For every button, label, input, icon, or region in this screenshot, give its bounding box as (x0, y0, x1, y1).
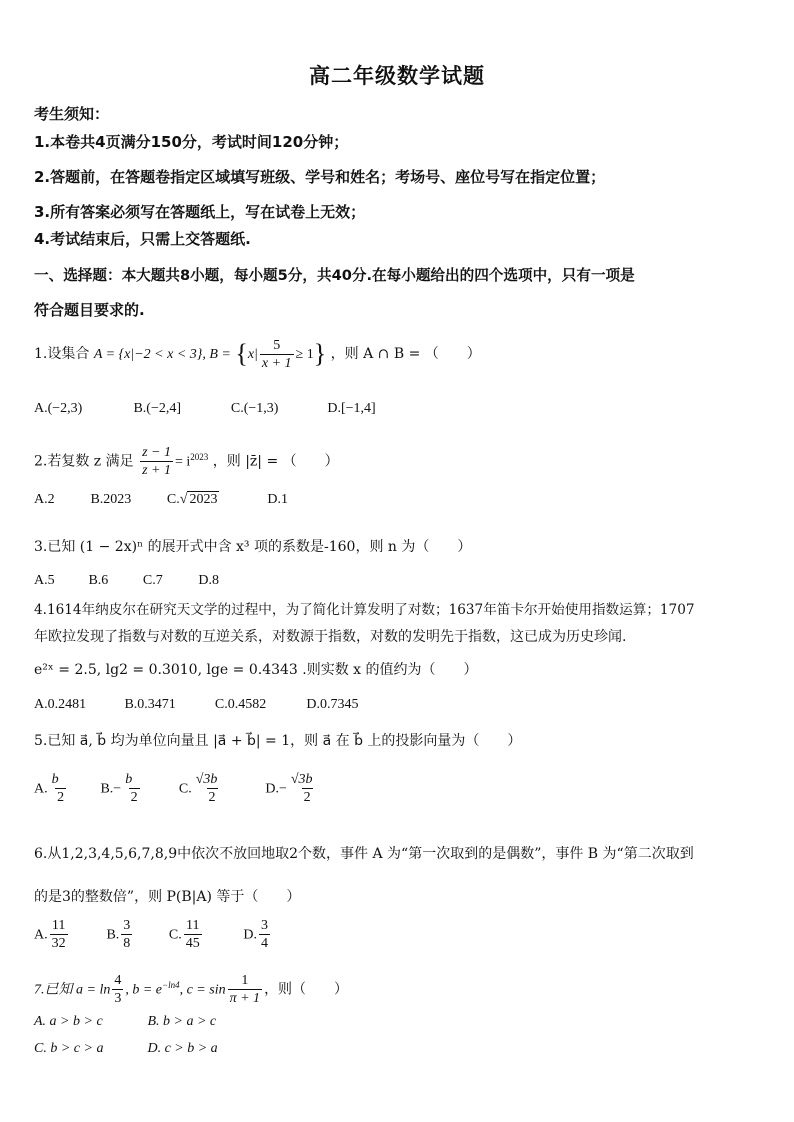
q7-frac2-den: π + 1 (229, 991, 261, 1007)
q1-options (34, 400, 376, 417)
question-6-line1: 6.从1,2,3,4,5,6,7,8,9中依次不放回地取2个数，事件 A 为“第一次取到的是偶数”，事件 B 为“第二次取到 (34, 846, 694, 862)
q1-right-brace-icon: } (313, 339, 327, 368)
q2-prefix: 2.若复数 z 满足 (34, 453, 134, 470)
q4-option-b: B.0.3471 (124, 697, 176, 712)
q1-suffix: ，则 A ∩ B = （ ） (330, 346, 481, 362)
q1-option-a: A.(−2,3) (34, 401, 83, 416)
q3-option-a: A.5 (34, 573, 55, 588)
q6-option-c-num: 11 (186, 918, 200, 933)
q7-option-d: D. c > b > a (147, 1041, 218, 1056)
notice-item-1: 1.本卷共4页满分150分，考试时间120分钟； (34, 133, 349, 151)
q5-option-c-label: C. (178, 781, 192, 797)
q6-option-c-den: 45 (185, 936, 200, 951)
q7-options-row2 (34, 1040, 218, 1057)
q5-option-d-label: D.− (265, 781, 287, 797)
q1-option-c: C.(−1,3) (230, 401, 279, 416)
q1-frac-num: 5 (273, 337, 281, 353)
q6-option-b-num: 3 (123, 918, 131, 933)
q5-option-c-den: 2 (208, 790, 216, 805)
q3-option-c: C.7 (142, 573, 163, 588)
q2-eq: = i (175, 454, 191, 470)
q2-option-d: D.1 (267, 492, 288, 507)
q7-prefix: 7.已知 a = ln (34, 982, 111, 998)
q7-exp: −ln4 (162, 980, 180, 990)
q2-option-c-radicand: 2023 (189, 492, 218, 507)
q4-options (34, 696, 358, 713)
q7-option-a: A. a > b > c (34, 1014, 103, 1029)
q1-fraction (260, 338, 294, 371)
question-2 (34, 440, 339, 480)
q5-option-b-den: 2 (130, 790, 138, 805)
q2-option-a: A.2 (34, 492, 55, 507)
notice-heading: 考生须知： (34, 105, 110, 123)
q4-option-c: C.0.4582 (214, 697, 267, 712)
q7-mid2: , c = sin (179, 982, 226, 998)
q6-option-a-den: 32 (51, 936, 66, 951)
q3-option-b: B.6 (88, 573, 109, 588)
q6-option-a-num: 11 (51, 918, 66, 933)
q7-option-b: B. b > a > c (147, 1014, 217, 1029)
q7-option-c: C. b > c > a (34, 1041, 104, 1056)
question-4-line1: 4.1614年纳皮尔在研究天文学的过程中，为了简化计算发明了对数；1637年笛卡尔开始使用指数运算；1707 (34, 602, 695, 618)
q1-frac-den: x + 1 (261, 355, 292, 371)
q3-options (34, 572, 219, 589)
q7-frac1-den: 3 (114, 991, 122, 1007)
q6-option-c-label: C. (168, 927, 182, 943)
question-6-line2: 的是3的整数倍”，则 P(B|A) 等于（ ） (34, 889, 301, 905)
q4-option-d: D.0.7345 (306, 697, 359, 712)
question-7 (34, 965, 348, 1011)
q5-option-b-num: b⃗ (125, 772, 144, 787)
q6-option-d-num: 3 (260, 918, 268, 933)
q4-option-a: A.0.2481 (34, 697, 87, 712)
question-3: 3.已知 (1 − 2x)ⁿ 的展开式中含 x³ 项的系数是-160，则 n 为（ ） (34, 539, 472, 555)
q2-exp: 2023 (190, 452, 209, 462)
q1-ge: ≥ 1 (295, 347, 314, 362)
q7-options-row1 (34, 1013, 216, 1030)
q6-option-b-den: 8 (123, 936, 131, 951)
question-4-line3: e²ˣ = 2.5, lg2 = 0.3010, lge = 0.4343 .则实数 x 的值约为（ ） (34, 662, 478, 678)
question-1: 1.设集合 A = {x|−2 < x < 3}, B = {x| $\frac{5}{x + 1}$ ≥ 1} ，则 A ∩ B = （ ） (34, 337, 481, 371)
q3-option-d: D.8 (198, 573, 219, 588)
q6-option-d-den: 4 (260, 936, 268, 951)
question-4-line2: 年欧拉发现了指数与对数的互逆关系，对数源于指数，对数的发明先于指数，这已成为历史珍闻. (34, 629, 627, 645)
q2-frac-den: z + 1 (142, 463, 171, 479)
q5-option-d-num: √3b⃗ (290, 772, 324, 787)
q6-options (34, 918, 272, 951)
section-heading-line2: 符合题目要求的. (34, 301, 145, 319)
page-title: 高二年级数学试题 (309, 64, 485, 88)
q7-mid: , b = e (125, 982, 163, 998)
notice-item-3: 3.所有答案必须写在答题纸上，写在试卷上无效； (34, 203, 366, 221)
q1-left-brace-icon: { (235, 339, 248, 368)
q5-option-a-num: b⃗ (51, 772, 70, 787)
q2-frac-num: z − 1 (142, 445, 171, 461)
q5-option-a-den: 2 (57, 790, 65, 805)
q5-options (34, 772, 327, 805)
notice-item-2: 2.答题前，在答题卷指定区域填写班级、学号和姓名；考场号、座位号写在指定位置； (34, 168, 606, 186)
q5-option-a-label: A. (34, 781, 48, 797)
q5-option-c-num: √3b⃗ (195, 772, 229, 787)
q2-option-c: C. (166, 492, 180, 507)
notice-item-4: 4.考试结束后，只需上交答题纸. (34, 230, 251, 248)
q1-option-d: D.[−1,4] (327, 401, 376, 416)
q5-option-d-den: 2 (303, 790, 311, 805)
section-heading-line1: 一、选择题：本大题共8小题，每小题5分，共40分.在每小题给出的四个选项中，只有一项是 (34, 267, 635, 284)
q2-option-b: B.2023 (90, 492, 132, 507)
q5-option-b-label: B.− (100, 781, 122, 797)
q2-suffix: ，则 |z̄| = （ ） (212, 453, 339, 470)
q1-set-a: A = {x|−2 < x < 3}, B = (93, 347, 231, 362)
q6-option-b-label: B. (106, 927, 120, 943)
q2-options (34, 491, 288, 508)
question-5: 5.已知 a⃗, b⃗ 均为单位向量且 |a⃗ + b⃗| = 1，则 a⃗ 在 b⃗ 上的投影向量为（ ） (34, 733, 522, 749)
q6-option-d-label: D. (243, 927, 257, 943)
q7-frac1-num: 4 (114, 973, 122, 989)
q7-suffix: ，则（ ） (264, 981, 349, 998)
q1-option-b: B.(−2,4] (133, 401, 182, 416)
q1-prefix: 1.设集合 (34, 346, 90, 362)
q7-frac2-num: 1 (241, 973, 249, 989)
q2-fraction (140, 445, 173, 478)
q6-option-a-label: A. (34, 927, 48, 943)
sqrt-icon: √ (179, 492, 188, 507)
